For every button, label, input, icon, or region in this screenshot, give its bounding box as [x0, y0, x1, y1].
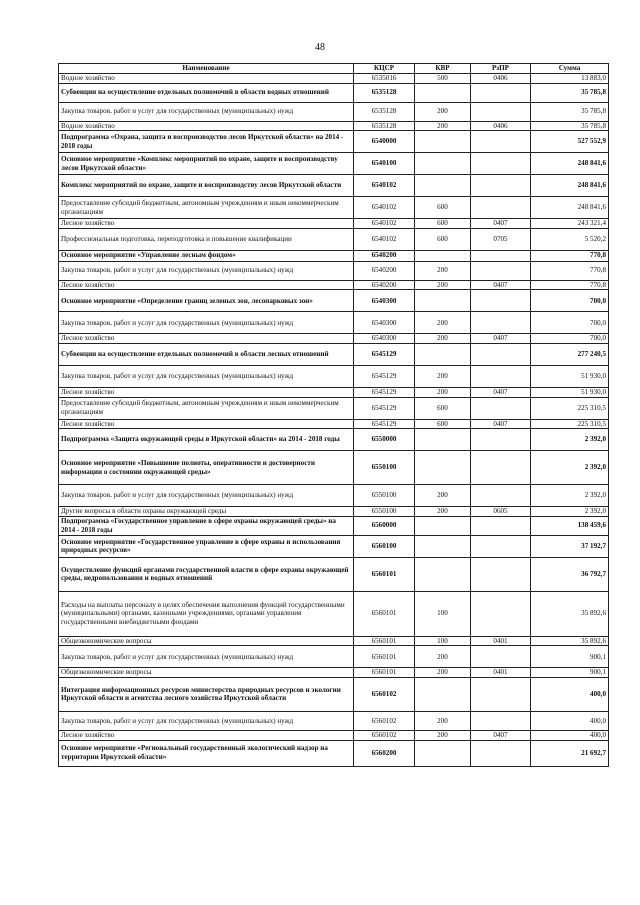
cell-name: Лесное хозяйство	[59, 419, 354, 429]
cell-kvr: 200	[415, 711, 471, 730]
cell-rzpr	[471, 197, 531, 219]
cell-rzpr	[471, 429, 531, 451]
cell-sum: 35 785,8	[531, 121, 609, 131]
cell-kvr: 200	[415, 261, 471, 280]
cell-rzpr	[471, 591, 531, 636]
cell-sum: 2 392,0	[531, 507, 609, 517]
cell-rzpr	[471, 451, 531, 485]
cell-kcsr: 6550100	[354, 507, 415, 517]
cell-kcsr: 6560102	[354, 677, 415, 711]
cell-rzpr	[471, 535, 531, 557]
cell-name: Лесное хозяйство	[59, 730, 354, 740]
cell-kcsr: 6560101	[354, 636, 415, 646]
cell-name: Расходы на выплаты персоналу в целях обеспечения выполнения функций государственными (муниципальными) органами, казенными учреждениями, органами управления государственными внебюджетными фондами	[59, 591, 354, 636]
cell-name: Подпрограмма «Охрана, защита и воспроизводство лесов Иркутской области» на 2014 - 2018 годы	[59, 131, 354, 153]
table-row	[59, 451, 609, 485]
cell-name: Закупка товаров, работ и услуг для государственных (муниципальных) нужд	[59, 365, 354, 387]
cell-kcsr: 6560200	[354, 740, 415, 766]
table-row	[59, 83, 609, 102]
cell-kcsr: 6540200	[354, 280, 415, 290]
cell-name: Субвенции на осуществление отдельных полномочий в области лесных отношений	[59, 343, 354, 365]
cell-sum: 243 321,4	[531, 219, 609, 229]
cell-kcsr: 6550100	[354, 485, 415, 507]
cell-name: Комплекс мероприятий по охране, защите и воспроизводству лесов Иркутской области	[59, 175, 354, 197]
cell-sum: 35 785,8	[531, 102, 609, 121]
cell-name: Основное мероприятие «Региональный государственный экологический надзор на территории Иркутской области»	[59, 740, 354, 766]
table-row	[59, 485, 609, 507]
cell-name: Основное мероприятие «Управление лесным фондом»	[59, 250, 354, 261]
cell-rzpr: 0605	[471, 507, 531, 517]
cell-rzpr	[471, 397, 531, 419]
cell-sum: 248 841,6	[531, 197, 609, 219]
header-kcsr: КЦСР	[354, 64, 415, 74]
cell-rzpr: 0407	[471, 387, 531, 397]
header-kvr: КВР	[415, 64, 471, 74]
table-row	[59, 516, 609, 535]
table-row	[59, 343, 609, 365]
cell-kvr: 200	[415, 334, 471, 344]
cell-kvr: 600	[415, 419, 471, 429]
cell-name: Основное мероприятие «Государственное управление в сфере охраны и использования природных ресурсов»	[59, 535, 354, 557]
cell-rzpr	[471, 250, 531, 261]
cell-kvr: 600	[415, 397, 471, 419]
cell-rzpr	[471, 711, 531, 730]
table-row	[59, 397, 609, 419]
cell-name: Закупка товаров, работ и услуг для государственных (муниципальных) нужд	[59, 312, 354, 334]
table-row	[59, 312, 609, 334]
cell-kvr	[415, 290, 471, 312]
cell-kvr: 500	[415, 74, 471, 84]
cell-kvr	[415, 557, 471, 591]
cell-kvr: 200	[415, 121, 471, 131]
cell-kcsr: 6540000	[354, 131, 415, 153]
cell-rzpr	[471, 261, 531, 280]
cell-rzpr	[471, 557, 531, 591]
cell-kcsr: 6550000	[354, 429, 415, 451]
cell-kcsr: 6540200	[354, 250, 415, 261]
table-row	[59, 365, 609, 387]
page-number: 48	[315, 42, 325, 53]
cell-name: Подпрограмма «Защита окружающей среды в Иркутской области» на 2014 - 2018 годы	[59, 429, 354, 451]
cell-sum: 900,1	[531, 668, 609, 678]
table-row	[59, 677, 609, 711]
table-row	[59, 730, 609, 740]
table-row	[59, 507, 609, 517]
cell-kcsr: 6560000	[354, 516, 415, 535]
cell-kvr: 600	[415, 197, 471, 219]
table-row	[59, 711, 609, 730]
cell-kcsr: 6560102	[354, 730, 415, 740]
cell-kvr	[415, 343, 471, 365]
cell-name: Лесное хозяйство	[59, 334, 354, 344]
table-row	[59, 102, 609, 121]
table-row	[59, 153, 609, 175]
cell-name: Субвенции на осуществление отдельных полномочий в области водных отношений	[59, 83, 354, 102]
cell-kvr	[415, 175, 471, 197]
cell-sum: 277 240,5	[531, 343, 609, 365]
cell-sum: 138 459,6	[531, 516, 609, 535]
table-row	[59, 646, 609, 668]
cell-name: Основное мероприятие «Повышение полноты, оперативности и достоверности информации о состоянии окружающей среды»	[59, 451, 354, 485]
cell-kvr: 100	[415, 591, 471, 636]
table-row	[59, 419, 609, 429]
cell-kcsr: 6535128	[354, 83, 415, 102]
cell-kcsr: 6540300	[354, 334, 415, 344]
cell-kcsr: 6535128	[354, 102, 415, 121]
cell-kcsr: 6545129	[354, 365, 415, 387]
table-row	[59, 387, 609, 397]
cell-sum: 37 192,7	[531, 535, 609, 557]
cell-kvr	[415, 535, 471, 557]
cell-kcsr: 6550100	[354, 451, 415, 485]
cell-name: Закупка товаров, работ и услуг для государственных (муниципальных) нужд	[59, 102, 354, 121]
header-name: Наименование	[59, 64, 354, 74]
table-row	[59, 636, 609, 646]
cell-kcsr: 6540102	[354, 197, 415, 219]
cell-rzpr	[471, 131, 531, 153]
cell-name: Предоставление субсидий бюджетным, автономным учреждениям и иным некоммерческим организациям	[59, 197, 354, 219]
cell-kvr	[415, 131, 471, 153]
cell-name: Закупка товаров, работ и услуг для государственных (муниципальных) нужд	[59, 485, 354, 507]
cell-name: Подпрограмма «Государственное управление в сфере охраны окружающей среды» на 2014 - 2018 годы	[59, 516, 354, 535]
cell-rzpr	[471, 175, 531, 197]
cell-name: Другие вопросы в области охраны окружающей среды	[59, 507, 354, 517]
cell-sum: 51 930,0	[531, 387, 609, 397]
cell-kcsr: 6560101	[354, 668, 415, 678]
cell-kvr: 200	[415, 485, 471, 507]
cell-sum: 225 310,5	[531, 419, 609, 429]
cell-kvr: 600	[415, 228, 471, 250]
table-row	[59, 280, 609, 290]
cell-kcsr: 6540102	[354, 219, 415, 229]
table-row	[59, 591, 609, 636]
cell-sum: 527 552,9	[531, 131, 609, 153]
cell-rzpr: 0407	[471, 730, 531, 740]
cell-rzpr	[471, 290, 531, 312]
header-sum: Сумма	[531, 64, 609, 74]
cell-sum: 400,0	[531, 677, 609, 711]
table-header-row	[59, 64, 609, 74]
cell-name: Основное мероприятие «Определение границ зеленых зон, лесопарковых зон»	[59, 290, 354, 312]
cell-sum: 13 883,0	[531, 74, 609, 84]
cell-kcsr: 6560100	[354, 535, 415, 557]
cell-sum: 2 392,0	[531, 429, 609, 451]
cell-rzpr	[471, 485, 531, 507]
cell-rzpr: 0407	[471, 334, 531, 344]
table-row	[59, 175, 609, 197]
table-row	[59, 197, 609, 219]
cell-rzpr	[471, 516, 531, 535]
cell-rzpr	[471, 343, 531, 365]
cell-kvr: 200	[415, 102, 471, 121]
cell-rzpr	[471, 740, 531, 766]
cell-rzpr	[471, 83, 531, 102]
cell-name: Лесное хозяйство	[59, 387, 354, 397]
header-rzpr: РзПР	[471, 64, 531, 74]
table-row	[59, 557, 609, 591]
cell-kvr	[415, 677, 471, 711]
cell-kcsr: 6535128	[354, 121, 415, 131]
cell-sum: 35 785,8	[531, 83, 609, 102]
cell-sum: 2 392,0	[531, 451, 609, 485]
table-body	[59, 74, 609, 767]
budget-table	[58, 63, 609, 767]
cell-kvr	[415, 83, 471, 102]
cell-rzpr: 0406	[471, 74, 531, 84]
table-row	[59, 131, 609, 153]
cell-kcsr: 6540200	[354, 261, 415, 280]
cell-kcsr: 6540300	[354, 312, 415, 334]
cell-name: Интеграция информационных ресурсов министерства природных ресурсов и экологии Иркутской области и агентства лесного хозяйства Иркутской области	[59, 677, 354, 711]
cell-rzpr	[471, 365, 531, 387]
cell-rzpr: 0406	[471, 121, 531, 131]
cell-rzpr	[471, 646, 531, 668]
cell-name: Предоставление субсидий бюджетным, автономным учреждениям и иным некоммерческим организациям	[59, 397, 354, 419]
cell-kvr	[415, 516, 471, 535]
table-row	[59, 429, 609, 451]
cell-sum: 51 930,0	[531, 365, 609, 387]
cell-rzpr: 0407	[471, 219, 531, 229]
cell-rzpr: 0401	[471, 668, 531, 678]
cell-kcsr: 6560101	[354, 646, 415, 668]
cell-sum: 400,0	[531, 730, 609, 740]
cell-kvr: 100	[415, 636, 471, 646]
cell-name: Лесное хозяйство	[59, 219, 354, 229]
cell-kcsr: 6540100	[354, 153, 415, 175]
cell-kvr: 200	[415, 730, 471, 740]
cell-sum: 770,8	[531, 250, 609, 261]
cell-kcsr: 6560102	[354, 711, 415, 730]
cell-sum: 5 520,2	[531, 228, 609, 250]
cell-kcsr: 6545129	[354, 343, 415, 365]
cell-name: Водное хозяйство	[59, 74, 354, 84]
cell-sum: 700,0	[531, 290, 609, 312]
table-row	[59, 334, 609, 344]
cell-name: Общеэкономические вопросы	[59, 636, 354, 646]
cell-name: Закупка товаров, работ и услуг для государственных (муниципальных) нужд	[59, 261, 354, 280]
cell-rzpr: 0705	[471, 228, 531, 250]
cell-kvr: 200	[415, 668, 471, 678]
cell-kcsr: 6540300	[354, 290, 415, 312]
cell-kvr: 200	[415, 646, 471, 668]
cell-sum: 700,0	[531, 334, 609, 344]
table-row	[59, 250, 609, 261]
cell-kvr: 200	[415, 387, 471, 397]
cell-kvr: 200	[415, 280, 471, 290]
cell-rzpr	[471, 312, 531, 334]
cell-sum: 400,0	[531, 711, 609, 730]
cell-name: Водное хозяйство	[59, 121, 354, 131]
cell-name: Осуществление функций органами государственной власти в сфере охраны окружающей среды, недропользования и водных отношений	[59, 557, 354, 591]
cell-sum: 2 392,0	[531, 485, 609, 507]
cell-name: Основное мероприятие «Комплекс мероприятий по охране, защите и воспроизводству лесов Иркутской области»	[59, 153, 354, 175]
table-row	[59, 219, 609, 229]
cell-kcsr: 6535016	[354, 74, 415, 84]
cell-sum: 36 792,7	[531, 557, 609, 591]
table-row	[59, 535, 609, 557]
cell-kvr	[415, 451, 471, 485]
table-row	[59, 74, 609, 84]
cell-name: Общеэкономические вопросы	[59, 668, 354, 678]
cell-rzpr: 0401	[471, 636, 531, 646]
cell-kcsr: 6540102	[354, 228, 415, 250]
cell-kvr	[415, 250, 471, 261]
cell-sum: 770,8	[531, 280, 609, 290]
cell-kcsr: 6545129	[354, 397, 415, 419]
table-row	[59, 740, 609, 766]
cell-sum: 770,8	[531, 261, 609, 280]
cell-rzpr	[471, 153, 531, 175]
cell-sum: 248 841,6	[531, 175, 609, 197]
cell-kcsr: 6545129	[354, 387, 415, 397]
cell-kvr: 200	[415, 365, 471, 387]
cell-name: Закупка товаров, работ и услуг для государственных (муниципальных) нужд	[59, 711, 354, 730]
cell-rzpr: 0407	[471, 419, 531, 429]
cell-sum: 700,0	[531, 312, 609, 334]
cell-kcsr: 6560101	[354, 557, 415, 591]
cell-kvr: 200	[415, 507, 471, 517]
table-row	[59, 261, 609, 280]
table-row	[59, 668, 609, 678]
table-row	[59, 228, 609, 250]
cell-kvr: 600	[415, 219, 471, 229]
cell-kcsr: 6540102	[354, 175, 415, 197]
cell-rzpr	[471, 102, 531, 121]
cell-rzpr: 0407	[471, 280, 531, 290]
cell-name: Закупка товаров, работ и услуг для государственных (муниципальных) нужд	[59, 646, 354, 668]
cell-sum: 35 892,6	[531, 591, 609, 636]
cell-kvr	[415, 153, 471, 175]
cell-sum: 248 841,6	[531, 153, 609, 175]
cell-sum: 35 892,6	[531, 636, 609, 646]
cell-kvr	[415, 740, 471, 766]
cell-kcsr: 6545129	[354, 419, 415, 429]
cell-sum: 225 310,5	[531, 397, 609, 419]
cell-sum: 900,1	[531, 646, 609, 668]
table-row	[59, 290, 609, 312]
cell-kcsr: 6560101	[354, 591, 415, 636]
cell-name: Профессиональная подготовка, переподготовка и повышение квалификации	[59, 228, 354, 250]
cell-sum: 21 692,7	[531, 740, 609, 766]
cell-rzpr	[471, 677, 531, 711]
table-row	[59, 121, 609, 131]
cell-kvr: 200	[415, 312, 471, 334]
cell-kvr	[415, 429, 471, 451]
cell-name: Лесное хозяйство	[59, 280, 354, 290]
